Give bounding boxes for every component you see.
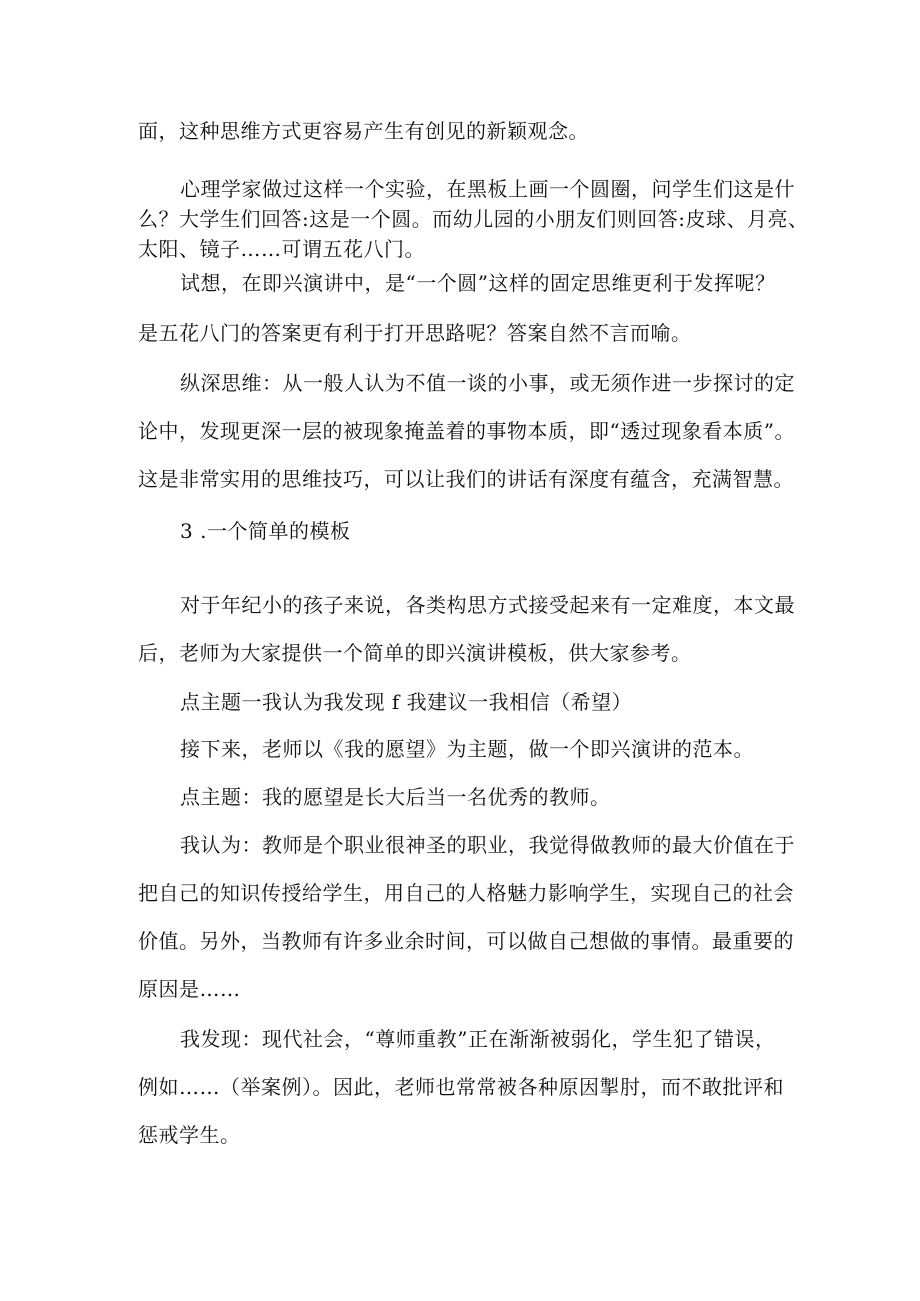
text-line: 太阳、镜子……可谓五花八门。 bbox=[138, 237, 425, 261]
text-line: 心理学家做过这样一个实验，在黑板上画一个圆圈，问学生们这是什 bbox=[180, 177, 795, 201]
text-line: 原因是…… bbox=[138, 977, 241, 1001]
text-line: 论中，发现更深一层的被现象掩盖着的事物本质，即“透过现象看本质”。 bbox=[138, 419, 795, 443]
text-line: 例如……（举案例）。因此，老师也常常被各种原因掣肘，而不敢批评和 bbox=[138, 1075, 784, 1099]
text-line: 我认为：教师是个职业很神圣的职业，我觉得做教师的最大价值在于 bbox=[180, 833, 795, 857]
section-heading: 3 .一个简单的模板 bbox=[180, 519, 351, 543]
text-line: 我发现：现代社会，“尊师重教”正在渐渐被弱化，学生犯了错误， bbox=[180, 1027, 776, 1051]
text-line: 点主题一我认为我发现 f 我建议一我相信（希望） bbox=[180, 690, 633, 714]
text-line: 价值。另外，当教师有许多业余时间，可以做自己想做的事情。最重要的 bbox=[138, 929, 794, 953]
text-line: 接下来，老师以《我的愿望》为主题，做一个即兴演讲的范本。 bbox=[180, 737, 754, 761]
text-line: 后，老师为大家提供一个简单的即兴演讲模板，供大家参考。 bbox=[138, 641, 692, 665]
text-line: 对于年纪小的孩子来说，各类构思方式接受起来有一定难度，本文最 bbox=[180, 593, 795, 617]
text-line: 这是非常实用的思维技巧，可以让我们的讲话有深度有蕴含，充满智慧。 bbox=[138, 467, 794, 491]
text-line: 面，这种思维方式更容易产生有创见的新颖观念。 bbox=[138, 119, 589, 143]
text-line: 把自己的知识传授给学生，用自己的人格魅力影响学生，实现自己的社会 bbox=[138, 881, 794, 905]
text-line: 纵深思维：从一般人认为不值一谈的小事，或无须作进一步探讨的定 bbox=[180, 371, 795, 395]
text-line: 点主题：我的愿望是长大后当一名优秀的教师。 bbox=[180, 785, 611, 809]
text-line: 是五花八门的答案更有利于打开思路呢？答案自然不言而喻。 bbox=[138, 321, 692, 345]
text-line: 试想，在即兴演讲中，是“一个圆”这样的固定思维更利于发挥呢？ bbox=[180, 271, 776, 295]
text-line: 么？大学生们回答:这是一个圆。而幼儿园的小朋友们则回答:皮球、月亮、 bbox=[138, 207, 809, 231]
text-line: 惩戒学生。 bbox=[138, 1123, 241, 1147]
